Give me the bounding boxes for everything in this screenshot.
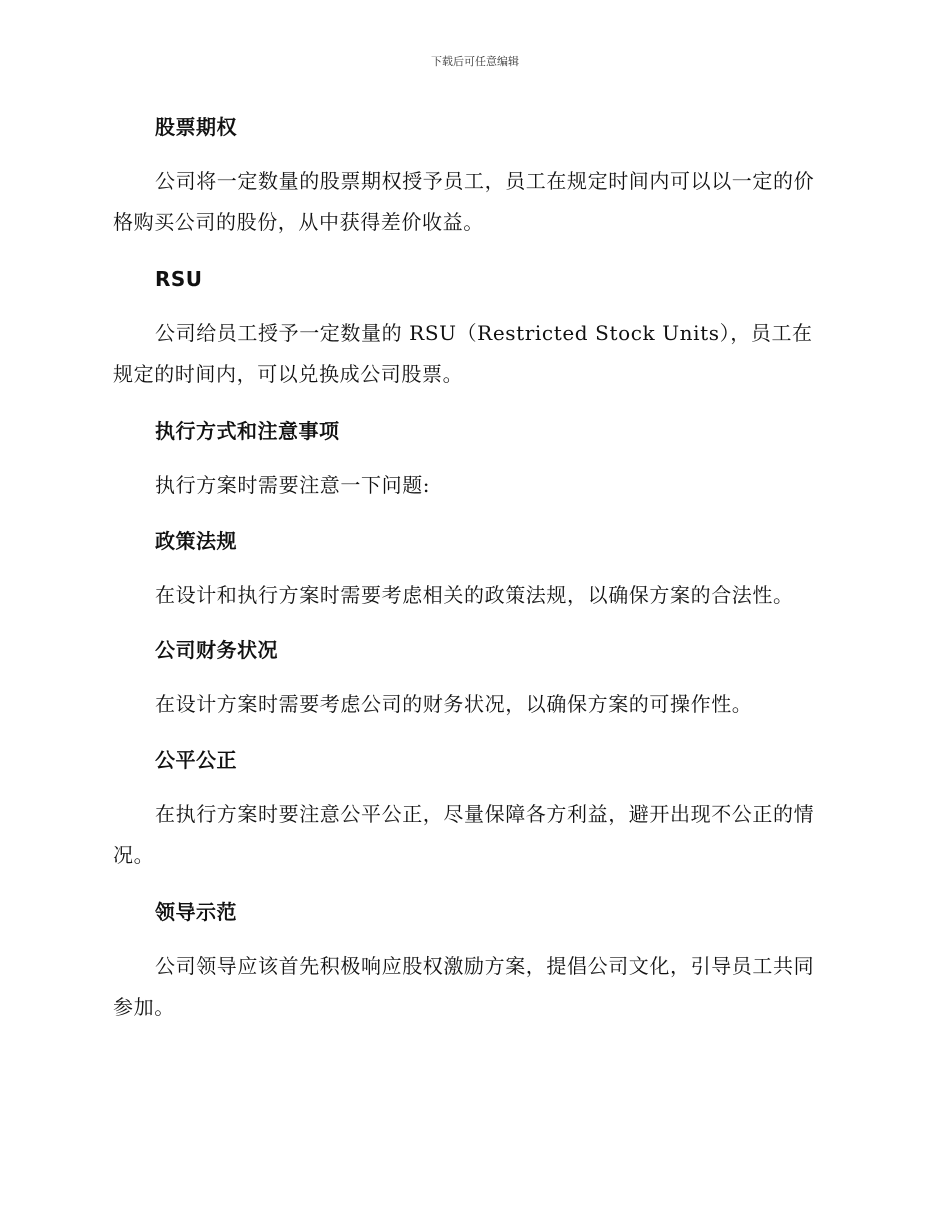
section-paragraph-policy: 在设计和执行方案时需要考虑相关的政策法规，以确保方案的合法性。 [155,583,794,607]
section-heading-finance: 公司财务状况 [155,638,278,662]
section-paragraph-leadership: 公司领导应该首先积极响应股权激励方案，提倡公司文化，引导员工共同参加。 [113,954,815,1019]
section-heading-stock-options: 股票期权 [155,115,237,139]
section-paragraph-execution: 执行方案时需要注意一下问题: [155,473,431,497]
section-heading-policy: 政策法规 [155,529,237,553]
section-paragraph-stock-options: 公司将一定数量的股票期权授予员工，员工在规定时间内可以以一定的价格购买公司的股份，从中获得差价收益。 [113,169,815,234]
section-paragraph-finance: 在设计方案时需要考虑公司的财务状况，以确保方案的可操作性。 [155,692,753,716]
section-heading-execution: 执行方式和注意事项 [155,419,340,443]
section-heading-leadership: 领导示范 [155,900,237,924]
section-paragraph-fairness: 在执行方案时要注意公平公正，尽量保障各方利益，避开出现不公正的情况。 [113,802,815,867]
section-heading-rsu: RSU [155,267,203,291]
page-header: 下载后可任意编辑 [431,55,519,68]
section-heading-fairness: 公平公正 [155,748,237,772]
section-paragraph-rsu: 公司给员工授予一定数量的 RSU（Restricted Stock Units），员工在规定的时间内，可以兑换成公司股票。 [113,321,813,386]
